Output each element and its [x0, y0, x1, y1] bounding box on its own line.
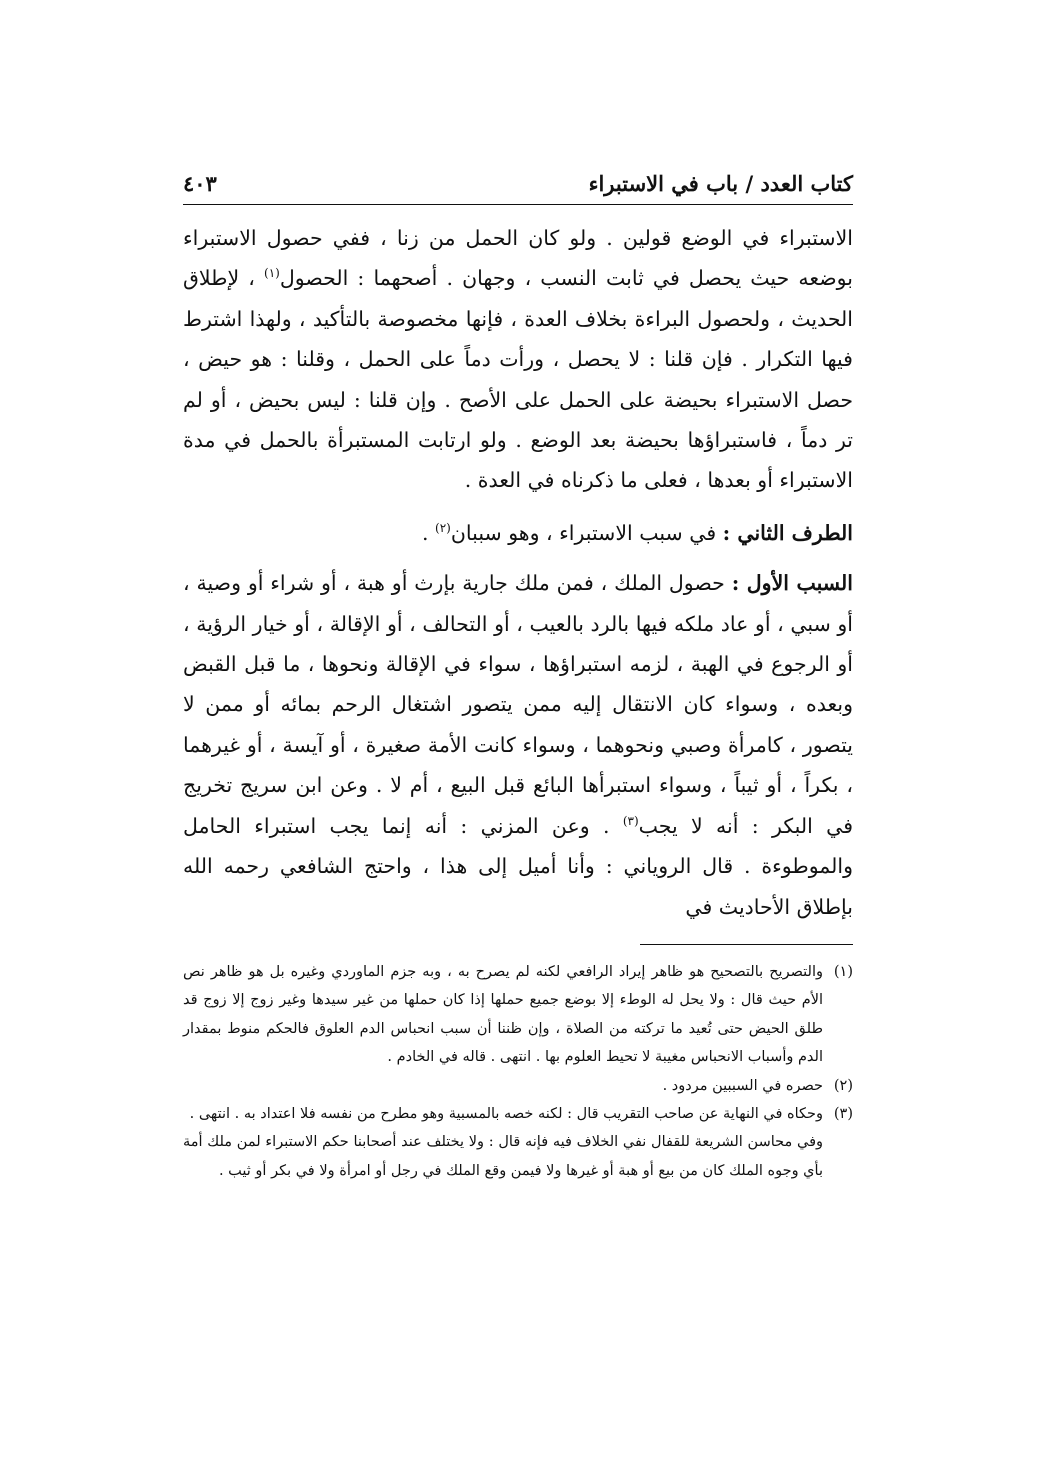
footnote-text: والتصريح بالتصحيح هو ظاهر إيراد الرافعي لكنه لم يصرح به ، وبه جزم الماوردي وغيره بل هو ظاهر نص الأم حيث قال : ولا يحل له الوطء إلا بوضع جميع حملها إذا كان حملها من غير سيدها وغير زوج إلا زوج قد طلق الحيض حتى تُعيد ما تركته من الصلاة ، وإن ظننا أن سبب انحباس الدم العلوق فالحكم منوط بمقدار الدم وأسباب الانحباس مغيبة لا تحيط العلوم بها . انتهى . قاله في الخادم . — [183, 964, 823, 1066]
paragraph-2-text: حصول الملك ، فمن ملك جارية بإرث أو هبة ، أو شراء أو وصية ، أو سبي ، أو عاد ملكه فيها بالرد بالعيب ، أو التحالف ، أو الإقالة ، أو خيار الرؤية ، أو الرجوع في الهبة ، لزمه استبراؤها ، سواء في الإقالة ونحوها ، ما قبل القبض وبعده ، وسواء كان الانتقال إليه ممن يتصور اشتغال الرحم بمائه أو ممن لا يتصور ، كامرأة وصبي ونحوهما ، وسواء كانت الأمة صغيرة ، أو آيسة ، أو غيرهما ، بكراً ، أو ثيباً ، وسواء استبرأها البائع قبل البيع ، أم لا . وعن ابن سريج تخريج في البكر : أنه لا يجب — [183, 571, 853, 838]
footnote-3 — [183, 1100, 853, 1128]
paragraph-1-text: الاستبراء في الوضع قولين . ولو كان الحمل من زنا ، ففي حصول الاستبراء بوضعه حيث يحصل في ثابت النسب ، وجهان . أصحهما : الحصول — [183, 226, 853, 291]
footnote-ref-3[interactable]: (٣) — [622, 813, 639, 828]
paragraph-2 — [183, 563, 853, 927]
section-heading — [183, 513, 853, 553]
header-divider — [183, 204, 853, 205]
footnote-2 — [183, 1072, 853, 1100]
footnote-ref-1[interactable]: (١) — [264, 266, 280, 281]
footnote-number: (٢) — [833, 1077, 853, 1094]
footnote-text: حصره في السببين مردود . — [662, 1077, 823, 1094]
footnote-text: وحكاه في النهاية عن صاحب التقريب قال : لكنه خصه بالمسبية وهو مطرح من نفسه فلا اعتداد به . انتهى . — [189, 1106, 823, 1123]
footnote-1 — [183, 958, 853, 1072]
main-text — [183, 218, 853, 927]
footnotes — [183, 958, 853, 1185]
paragraph-1 — [183, 218, 853, 501]
running-header — [183, 160, 853, 196]
paragraph-1-continuation: ، لإطلاق الحديث ، ولحصول البراءة بخلاف العدة ، فإنها مخصوصة بالتأكيد ، ولهذا اشترط فيها التكرار . فإن قلنا : لا يحصل ، ورأت دماً على الحمل ، وقلنا : هو حيض ، حصل الاستبراء بحيضة على الحمل على الأصح . وإن قلنا : ليس بحيض ، أو لم تر دماً ، فاستبراؤها بحيضة بعد الوضع . ولو ارتابت المستبرأة بالحمل في مدة الاستبراء أو بعدها ، فعلى ما ذكرناه في العدة . — [183, 266, 853, 493]
footnote-ref-2[interactable]: (٢) — [435, 521, 451, 536]
footnote-number: (٣) — [833, 1106, 853, 1123]
section-heading-end: . — [421, 520, 429, 545]
running-title: كتاب العدد / باب في الاستبراء — [588, 171, 853, 196]
footnote-3-continuation: وفي محاسن الشريعة للقفال نفي الخلاف فيه فإنه قال : ولا يختلف عند أصحابنا حكم الاستبراء لمن ملك أمة بأي وجوه الملك كان من بيع أو هبة أو غيرها ولا فيمن وقع الملك في رجل أو امرأة ولا في بكر أو ثيب . — [183, 1134, 823, 1179]
section-heading-lead: الطرف الثاني : — [722, 520, 853, 545]
paragraph-2-continuation: . وعن المزني : أنه إنما يجب استبراء الحامل والموطوءة . قال الروياني : وأنا أميل إلى هذا ، واحتج الشافعي رحمه الله بإطلاق الأحاديث في — [183, 813, 853, 919]
section-heading-text: في سبب الاستبراء ، وهو سببان — [450, 520, 717, 545]
page-number: ٤٠٣ — [183, 171, 217, 196]
footnote-divider — [640, 944, 853, 945]
footnote-number: (١) — [833, 964, 853, 980]
cause-lead: السبب الأول : — [731, 571, 853, 596]
